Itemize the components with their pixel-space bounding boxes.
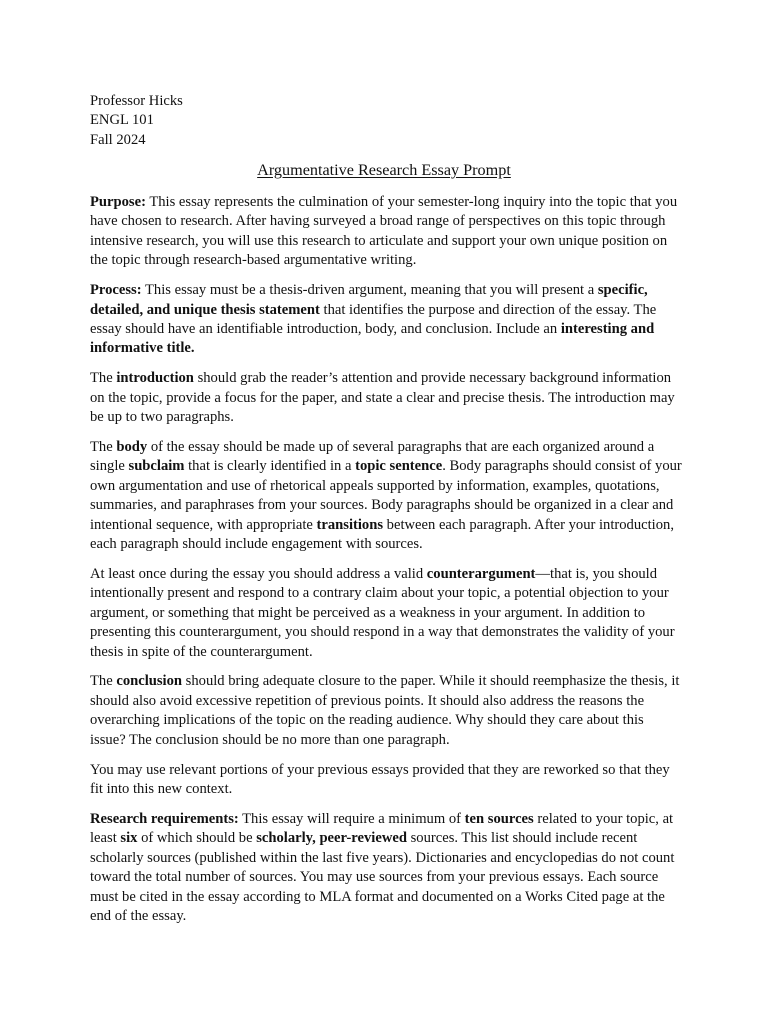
document-title: Argumentative Research Essay Prompt (257, 161, 511, 179)
document-header (90, 92, 183, 150)
research-label: Research requirements: (90, 810, 239, 827)
purpose-paragraph: Purpose: This essay represents the culmination of your semester-long inquiry into the topic that you have chosen to research. After having surveyed a broad range of perspectives on this topic through intensive research, you will use this research to articulate and support your own unique position on the topic through research-based argumentative writing. (90, 194, 678, 269)
introduction-paragraph: The introduction should grab the reader’s attention and provide necessary background information on the topic, provide a focus for the paper, and state a clear and precise thesis. The introduction may be up to two paragraphs. (90, 370, 675, 426)
course-code: ENGL 101 (90, 112, 154, 129)
process-paragraph: Process: This essay must be a thesis-driven argument, meaning that you will present a specific, detailed, and unique thesis statement that identifies the purpose and direction of the essay. The essay should have an identifiable introduction, body, and conclusion. Include an interesting and informative title. (90, 282, 657, 357)
body-paragraph: The body of the essay should be made up of several paragraphs that are each organized around a single subclaim that is clearly identified in a topic sentence. Body paragraphs should consist of your own argumentation and use of rhetorical appeals supported by information, examples, quotations, summaries, and paraphrases from your sources. Body paragraphs should be organized in a clear and intentional sequence, with appropriate transitions between each paragraph. After your introduction, each paragraph should include engagement with sources. (90, 438, 682, 552)
research-requirements-paragraph: Research requirements: This essay will require a minimum of ten sources related to your topic, at least six of which should be scholarly, peer-reviewed sources. This list should include recent scholarly sources (published within the last five years). Dictionaries and encyclopedias do not count toward the total number of sources. You may use sources from your previous essays. Each source must be cited in the essay according to MLA format and documented on a Works Cited page at the end of the essay. (90, 810, 675, 924)
conclusion-paragraph: The conclusion should bring adequate closure to the paper. While it should reemphasize the thesis, it should also avoid excessive repetition of previous points. It should also address the reasons the overarching implications of the topic on the reading audience. Why should they care about this issue? The conclusion should be no more than one paragraph. (90, 673, 680, 748)
document-body (90, 193, 682, 937)
purpose-label: Purpose: (90, 194, 146, 210)
process-label: Process: (90, 282, 142, 299)
term: Fall 2024 (90, 131, 146, 148)
reuse-paragraph: You may use relevant portions of your previous essays provided that they are reworked so that they fit into this new context. (90, 761, 670, 797)
counterargument-paragraph: At least once during the essay you should address a valid counterargument—that is, you should intentionally present and respond to a contrary claim about your topic, a potential objection to your argument, or something that might be perceived as a weakness in your argument. In addition to presenting this counterargument, you should respond in a way that demonstrates the validity of your thesis in spite of the counterargument. (90, 565, 675, 660)
professor-name: Professor Hicks (90, 93, 183, 109)
